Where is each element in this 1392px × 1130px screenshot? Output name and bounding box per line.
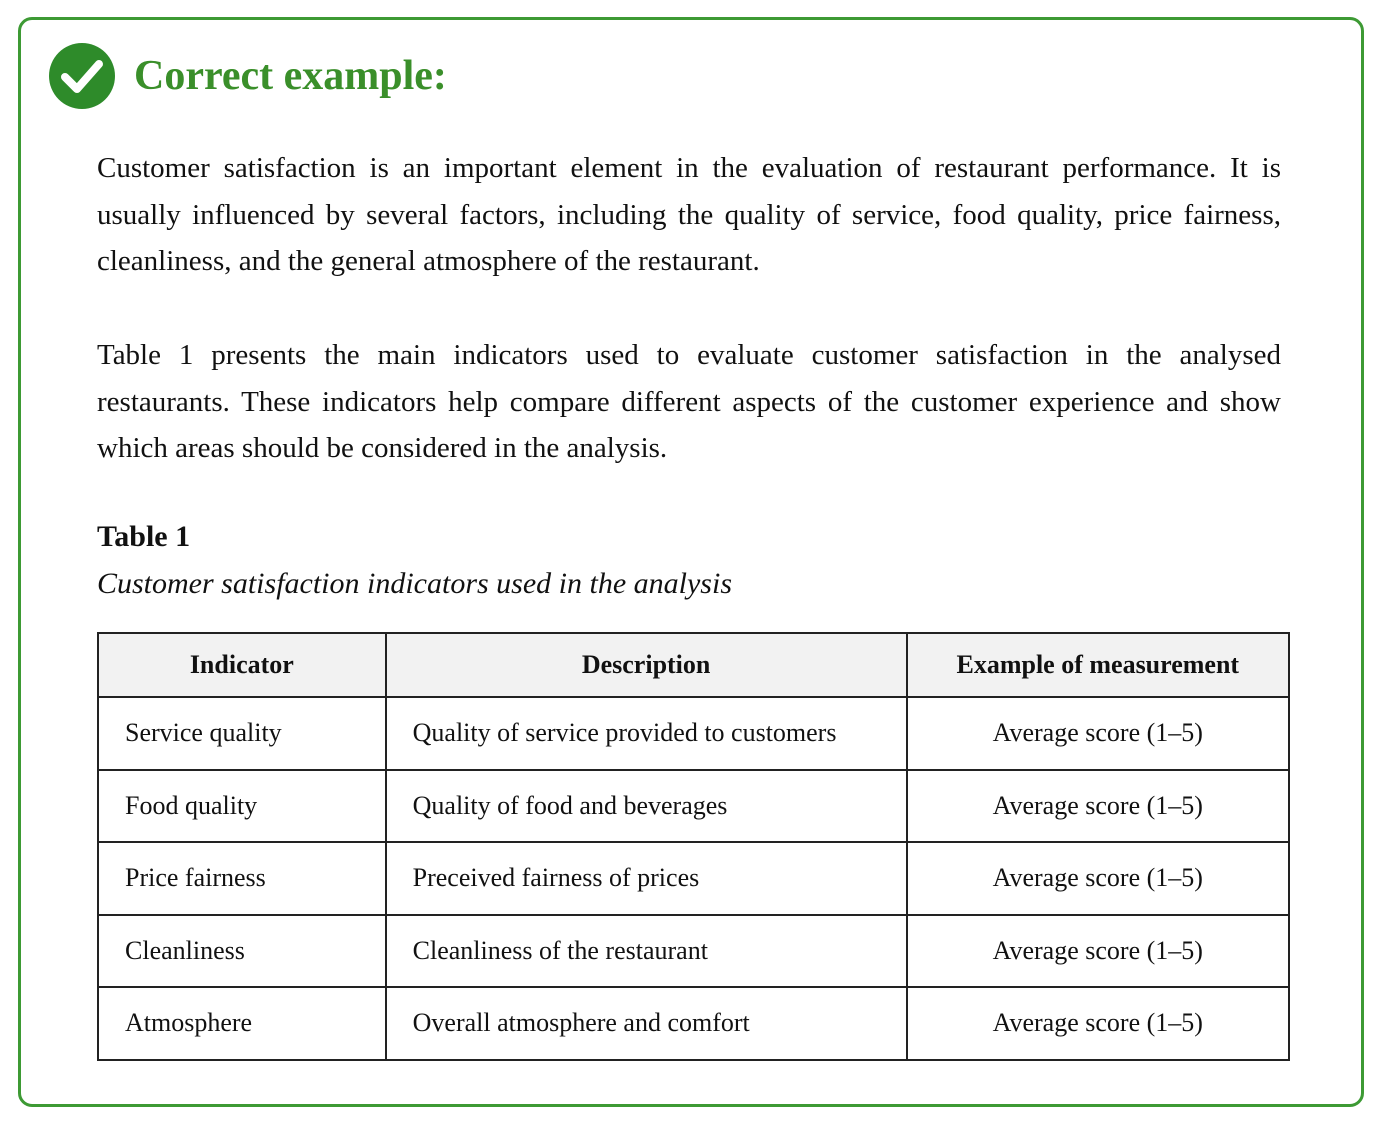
cell-measurement: Average score (1–5) (907, 842, 1289, 915)
table-row (98, 770, 1289, 843)
card-title: Correct example: (134, 53, 447, 99)
cell-indicator: Cleanliness (98, 915, 386, 988)
cell-measurement: Average score (1–5) (907, 987, 1289, 1060)
cell-indicator: Service quality (98, 697, 386, 770)
cell-indicator: Food quality (98, 770, 386, 843)
cell-measurement: Average score (1–5) (907, 770, 1289, 843)
example-card (18, 17, 1364, 1107)
cell-description: Quality of food and beverages (386, 770, 907, 843)
header-indicator: Indicator (98, 633, 386, 697)
cell-indicator: Atmosphere (98, 987, 386, 1060)
table-caption: Customer satisfaction indicators used in the analysis (97, 567, 732, 600)
paragraph-table-intro: Table 1 presents the main indicators used to evaluate customer satisfaction in the analysed restaurants. These indicators help compare different aspects of the customer experience and show which areas should be considered in the analysis. (97, 339, 1281, 464)
table-row (98, 697, 1289, 770)
table-header-row (98, 633, 1289, 697)
header-measurement: Example of measurement (907, 633, 1289, 697)
cell-description: Preceived fairness of prices (386, 842, 907, 915)
table-row (98, 915, 1289, 988)
table-label: Table 1 (97, 520, 191, 553)
table-row (98, 987, 1289, 1060)
paragraph-intro: Customer satisfaction is an important element in the evaluation of restaurant performance. It is usually influenced by several factors, including the quality of service, food quality, price fairness, cleanliness, and the general atmosphere of the restaurant. (97, 152, 1281, 277)
card-header (48, 42, 447, 110)
cell-description: Quality of service provided to customers (386, 697, 907, 770)
cell-measurement: Average score (1–5) (907, 697, 1289, 770)
cell-indicator: Price fairness (98, 842, 386, 915)
header-description: Description (386, 633, 907, 697)
cell-description: Overall atmosphere and comfort (386, 987, 907, 1060)
cell-description: Cleanliness of the restaurant (386, 915, 907, 988)
table-row (98, 842, 1289, 915)
cell-measurement: Average score (1–5) (907, 915, 1289, 988)
indicators-table (97, 632, 1290, 1061)
check-circle-icon (48, 42, 116, 110)
